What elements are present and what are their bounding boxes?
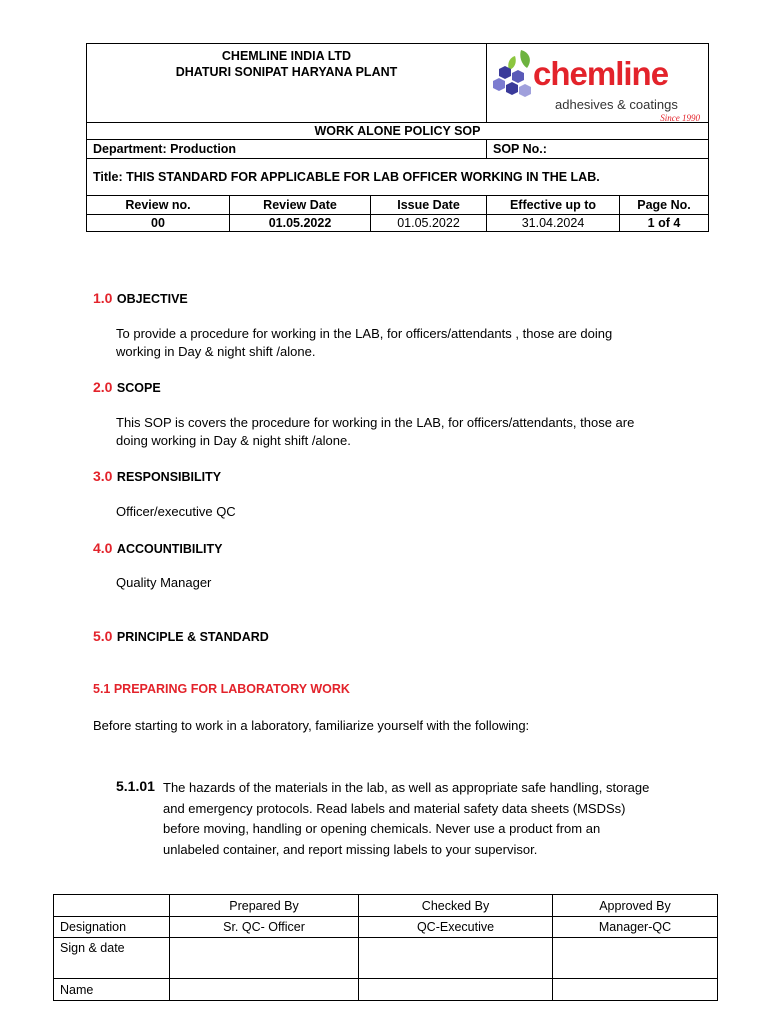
section-body	[116, 414, 634, 450]
review-header-cell: Issue Date	[371, 196, 487, 215]
section-body	[116, 574, 211, 592]
designation-cell: Manager-QC	[553, 917, 718, 938]
sop-title: WORK ALONE POLICY SOP	[87, 123, 709, 140]
plant-name: DHATURI SONIPAT HARYANA PLANT	[175, 65, 398, 79]
signoff-header-cell: Approved By	[553, 895, 718, 917]
designation-label: Designation	[54, 917, 170, 938]
section-number: 4.0	[93, 540, 113, 556]
review-value-cell: 01.05.2022	[371, 215, 487, 232]
document-title: Title: THIS STANDARD FOR APPLICABLE FOR LAB OFFICER WORKING IN THE LAB.	[87, 159, 709, 196]
signoff-header-cell: Prepared By	[170, 895, 359, 917]
review-values-row	[87, 215, 709, 232]
name-row	[54, 979, 718, 1001]
review-value-cell: 01.05.2022	[230, 215, 371, 232]
company-name: CHEMLINE INDIA LTD	[221, 49, 352, 63]
logo-since: Since 1990	[660, 113, 700, 123]
section-heading	[93, 290, 188, 308]
section-body	[116, 503, 236, 521]
designation-row	[54, 917, 718, 938]
body-line: unlabeled container, and report missing labels to your supervisor.	[163, 841, 538, 857]
sop-no-cell: SOP No.:	[487, 140, 709, 159]
signoff-table	[53, 894, 718, 1001]
designation-cell: QC-Executive	[359, 917, 553, 938]
signoff-header-row	[54, 895, 718, 917]
review-value-cell: 31.04.2024	[487, 215, 620, 232]
body-line: Officer/executive QC	[116, 504, 236, 519]
body-line: and emergency protocols. Read labels and material safety data sheets (MSDSs)	[163, 800, 626, 816]
logo-tagline: adhesives & coatings	[555, 97, 678, 112]
section-title: RESPONSIBILITY	[116, 470, 222, 484]
review-header-cell: Page No.	[620, 196, 709, 215]
body-line: Quality Manager	[116, 575, 212, 590]
review-header-cell: Review Date	[230, 196, 371, 215]
review-value-cell: 00	[87, 215, 230, 232]
review-value-cell: 1 of 4	[620, 215, 709, 232]
sign-cell[interactable]	[553, 938, 718, 979]
review-header-cell: Review no.	[87, 196, 230, 215]
subsection-title: 5.1 PREPARING FOR LABORATORY WORK	[93, 682, 350, 696]
logo-cell	[487, 44, 709, 123]
body-line: before moving, handling or opening chemicals. Never use a product from an	[163, 821, 601, 836]
section-heading	[93, 379, 161, 397]
section-title: PRINCIPLE & STANDARD	[116, 630, 269, 644]
item-body	[163, 778, 649, 860]
sign-row	[54, 938, 718, 979]
section-title: SCOPE	[116, 381, 161, 395]
section-body	[116, 325, 612, 361]
review-header-row	[87, 196, 709, 215]
designation-cell: Sr. QC- Officer	[170, 917, 359, 938]
section-heading	[93, 468, 221, 486]
section-number: 2.0	[93, 379, 113, 395]
body-line: The hazards of the materials in the lab, as well as appropriate safe handling, storage	[163, 780, 650, 795]
name-label: Name	[54, 979, 170, 1001]
company-cell	[87, 44, 487, 123]
department-cell: Department: Production	[87, 140, 487, 159]
logo-brand: chemline	[533, 55, 669, 92]
section-title: ACCOUNTIBILITY	[116, 542, 223, 556]
sign-cell[interactable]	[170, 938, 359, 979]
name-cell[interactable]	[553, 979, 718, 1001]
company-logo	[487, 44, 708, 122]
body-line: This SOP is covers the procedure for working in the LAB, for officers/attendants, those are	[116, 415, 635, 430]
section-number: 3.0	[93, 468, 113, 484]
hexagon-cluster-icon	[491, 48, 535, 102]
body-line: To provide a procedure for working in the LAB, for officers/attendants , those are doing	[116, 326, 613, 341]
section-heading	[93, 540, 222, 558]
section-number: 1.0	[93, 290, 113, 306]
header-table	[86, 43, 709, 232]
body-line: working in Day & night shift /alone.	[116, 344, 316, 359]
section-number: 5.0	[93, 628, 113, 644]
sign-cell[interactable]	[359, 938, 553, 979]
signoff-header-cell	[54, 895, 170, 917]
name-cell[interactable]	[170, 979, 359, 1001]
name-cell[interactable]	[359, 979, 553, 1001]
body-line: doing working in Day & night shift /alone.	[116, 433, 351, 448]
sign-label: Sign & date	[54, 938, 170, 979]
subsection-intro: Before starting to work in a laboratory, familiarize yourself with the following:	[93, 718, 530, 733]
item-number: 5.1.01	[116, 778, 155, 794]
section-title: OBJECTIVE	[116, 292, 188, 306]
section-heading	[93, 628, 269, 646]
signoff-header-cell: Checked By	[359, 895, 553, 917]
review-header-cell: Effective up to	[487, 196, 620, 215]
